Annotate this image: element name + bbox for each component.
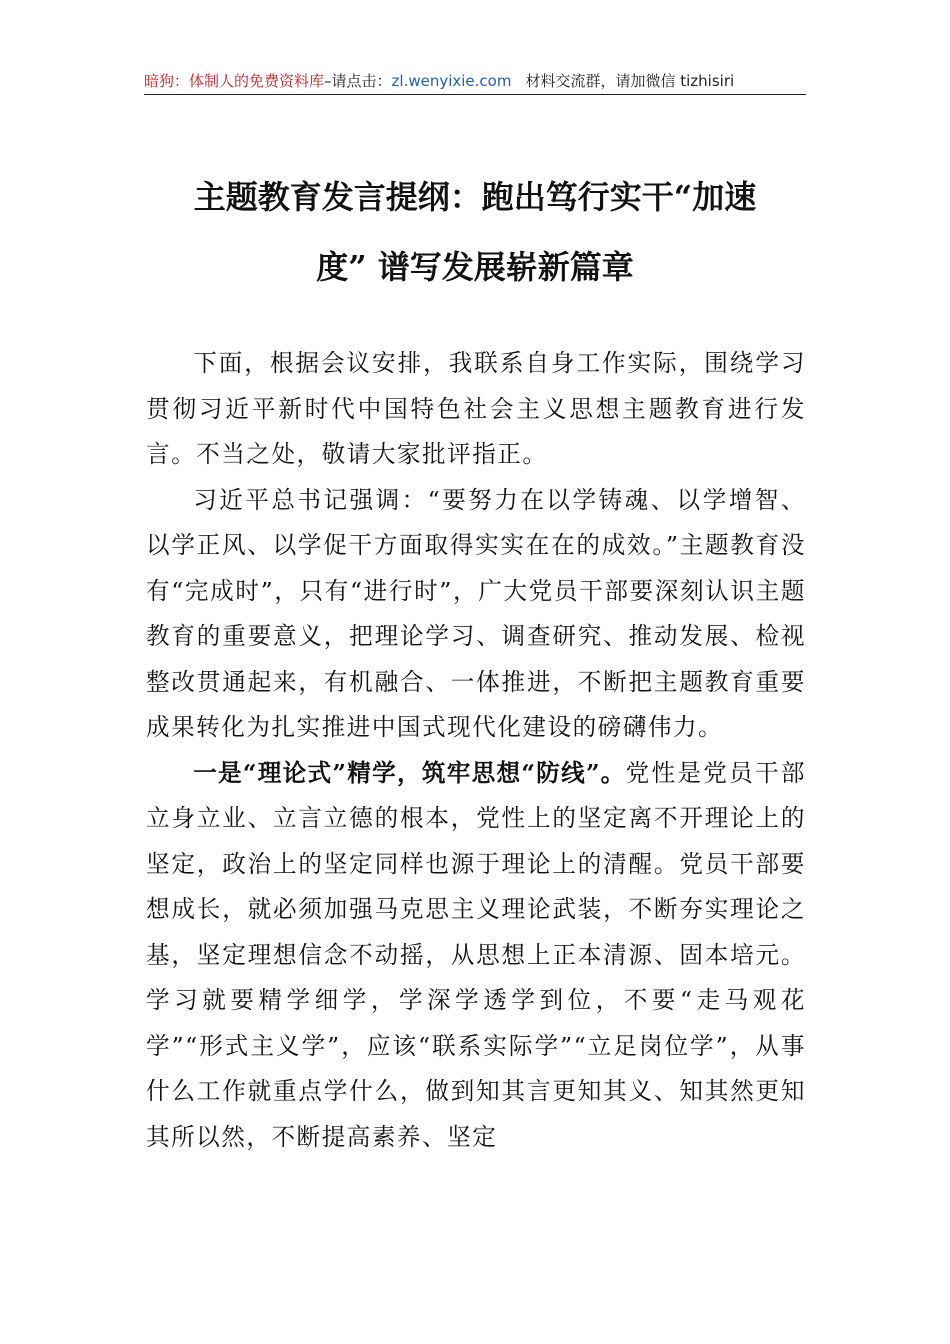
paragraph-quote: 习近平总书记强调：“要努力在以学铸魂、以学增智、以学正风、以学促干方面取得实实在在的成效。”主题教育没有“完成时”，只有“进行时”，广大党员干部要深刻认识主题教育的重要意义，把理论学习、调查研究、推动发展、检视整改贯通起来，有机融合、一体推进，不断把主题教育重要成果转化为扎实推进中国式现代化建设的磅礴伟力。 bbox=[146, 485, 806, 741]
header-contact: 材料交流群，请加微信 tizhisiri bbox=[525, 72, 735, 90]
header-url-link[interactable]: zl.wenyixie.com bbox=[391, 72, 512, 90]
header-brand: 暗狗：体制人的免费资料库 bbox=[144, 72, 325, 90]
header-prompt: –请点击： bbox=[324, 72, 392, 90]
document-body bbox=[146, 341, 806, 1160]
document-title-line-2: 度” 谱写发展崭新篇章 bbox=[316, 248, 634, 286]
page-header bbox=[144, 68, 806, 95]
paragraph-point-one-heading: 一是“理论式”精学，筑牢思想“防线”。 bbox=[193, 758, 626, 787]
paragraph-point-one-text: 党性是党员干部立身立业、立言立德的根本，党性上的坚定离不开理论上的坚定，政治上的坚定同样也源于理论上的清醒。党员干部要想成长，就必须加强马克思主义理论武装，不断夯实理论之基，坚定理想信念不动摇，从思想上正本清源、固本培元。学习就要精学细学，学深学透学到位，不要“走马观花学”“形式主义学”，应该“联系实际学”“立足岗位学”，从事什么工作就重点学什么，做到知其言更知其义、知其然更知其所以然，不断提高素养、坚定 bbox=[146, 758, 806, 1151]
paragraph-point-one bbox=[146, 751, 806, 1161]
paragraph-intro: 下面，根据会议安排，我联系自身工作实际，围绕学习贯彻习近平新时代中国特色社会主义思想主题教育进行发言。不当之处，敬请大家批评指正。 bbox=[146, 349, 806, 468]
document-title-line-1: 主题教育发言提纲：跑出笃行实干“加速 bbox=[193, 178, 757, 216]
